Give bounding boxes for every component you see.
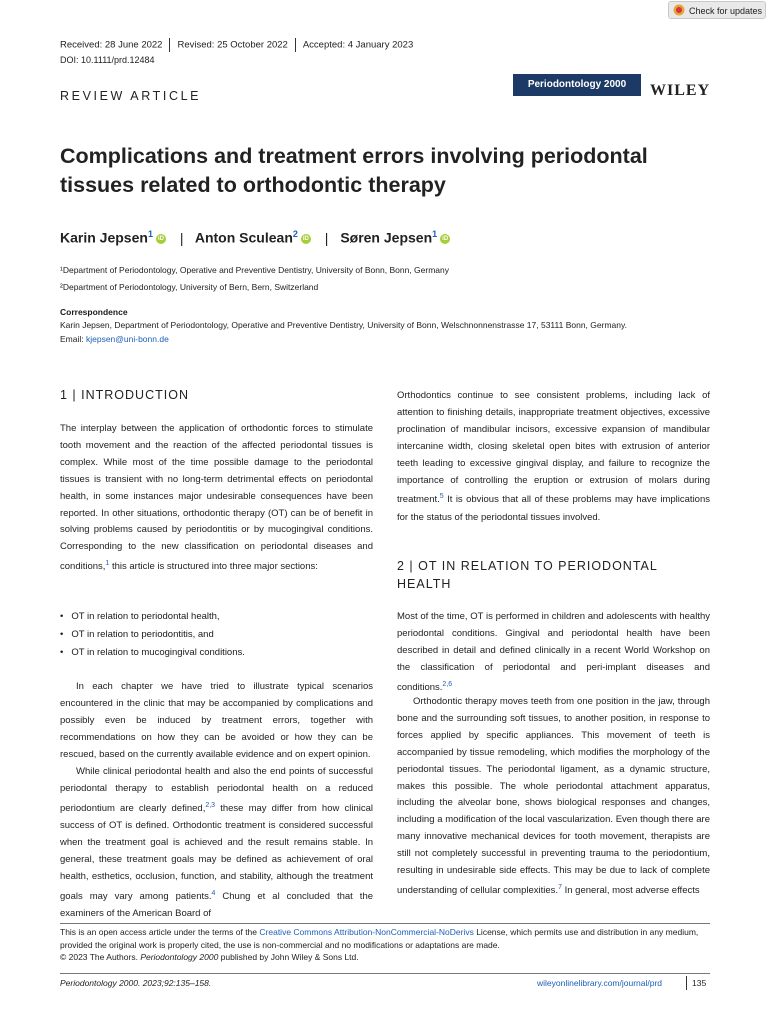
paragraph-text: Orthodontics continue to see consistent problems, including lack of attention to finishing details, inappropriate treatment objectives, excessive proclination of mandibular incisors, excessive expansion of mandibular intercanine width, closing skeletal open bites with extrusion of anterior teeth leading to excessive gingival display, and failure to recognize the importance of controlling the eruption or extrusion of molars during treatment. [397, 390, 710, 506]
reference-link[interactable]: 5 [439, 493, 444, 501]
reference-link[interactable]: 2,6 [442, 680, 453, 688]
list-item: • OT in relation to periodontitis, and [60, 626, 245, 644]
journal-badge[interactable]: Periodontology 2000 [513, 74, 641, 96]
article-title: Complications and treatment errors involving periodontal tissues related to orthodontic therapy [60, 144, 648, 197]
check-updates-label: Check for updates [689, 6, 763, 16]
footer-divider [60, 973, 710, 974]
author-list [60, 229, 452, 246]
section-heading: 2 | OT IN RELATION TO PERIODONTAL HEALTH [397, 559, 658, 591]
paragraph [60, 764, 373, 922]
publisher-logo: WILEY [650, 82, 711, 99]
divider [169, 38, 170, 52]
bullet-list [60, 608, 245, 662]
check-for-updates-button[interactable] [668, 1, 766, 19]
license-notice [60, 926, 710, 964]
footer-divider [60, 923, 710, 924]
paragraph [60, 679, 373, 764]
orcid-icon[interactable]: iD [302, 235, 309, 242]
list-item: • OT in relation to periodontal health, [60, 608, 245, 626]
orcid-icon[interactable]: iD [442, 235, 449, 242]
paragraph [397, 694, 710, 900]
copyright-text: © 2023 The Authors. [60, 952, 141, 962]
divider [295, 38, 296, 52]
reference-link[interactable]: 7 [558, 883, 562, 891]
paragraph-text: Orthodontic therapy moves teeth from one position in the jaw, through bone and the surrounding soft tissues, to another position, in response to forces applied by specific appliances. This movement of teeth is accompanied by tissue remodeling, which modifies the morphology of the periodontal tissues. The periodontal ligament, as a dynamic structure, makes this possible. The whole periodontal attachment apparatus, including the alveolar bone, shows biological responses and changes, including a modification of the local vascularization. Even though there are many innovative mechanical devices for tooth movement, therapists are still not completely successful in preventing trauma to the periodontium, resulting in undesirable side effects. This may be due to lack of complete understanding of cellular complexities. [397, 696, 710, 897]
author-sup: 2 [292, 229, 298, 239]
license-text: This is an open access article under the terms of the [60, 927, 260, 937]
accepted-date: Accepted: 4 January 2023 [302, 39, 414, 51]
reference-link[interactable]: 4 [211, 889, 216, 897]
paragraph-text: While clinical periodontal health and also the end points of successful periodontal therapy to establish periodontal health on a reduced periodontium are clearly defined, [60, 766, 373, 814]
paragraph-text: In each chapter we have tried to illustrate typical scenarios encountered in the clinic that may be accompanied by complications and possibly even be induced by treatment errors, together with recommendations on how they can be avoided or how they can be rescued, based on the currently available evidence and on expert opinion. [60, 681, 373, 760]
page-number: 135 [692, 978, 707, 988]
orcid-icon[interactable]: iD [157, 235, 164, 242]
paragraph [397, 609, 710, 697]
author-name[interactable]: Anton Sculean [194, 229, 293, 246]
license-text: License, which permits use and distribution in any medium, provided the original work is properly cited, the use is non-commercial and no modifications or adaptations are made. [60, 927, 699, 950]
author-name[interactable]: Søren Jepsen [340, 229, 433, 246]
paragraph [60, 421, 373, 576]
affiliation: ²Department of Periodontology, University of Bern, Bern, Switzerland [60, 282, 319, 292]
paragraph [397, 388, 710, 526]
author-separator: | [324, 229, 329, 246]
paragraph-text: Chung et al concluded that the examiners of the American Board of [60, 890, 374, 919]
license-link[interactable]: Creative Commons Attribution-NonCommercial-NoDerivs [259, 927, 474, 937]
citation: Periodontology 2000. 2023;92:135–158. [60, 978, 212, 988]
reference-link[interactable]: 2,3 [205, 801, 216, 809]
author-sup: 1 [147, 229, 153, 239]
reference-link[interactable]: 1 [105, 560, 110, 568]
check-updates-icon [673, 4, 685, 16]
correspondence-text: Karin Jepsen, Department of Periodontology, Operative and Preventive Dentistry, University of Bonn, Welschnonnenstrasse 17, 53111 Bonn, Germany. [60, 320, 627, 330]
author-separator: | [179, 229, 184, 246]
correspondence-heading: Correspondence [60, 307, 128, 317]
revised-date: Revised: 25 October 2022 [177, 39, 288, 51]
author-name[interactable]: Karin Jepsen [60, 229, 148, 246]
copyright-text: published by John Wiley & Sons Ltd. [218, 952, 359, 962]
email-link[interactable]: kjepsen@uni-bonn.de [85, 334, 169, 344]
email-label: Email: [60, 334, 86, 344]
paragraph-text: It is obvious that all of these problems may have implications for the status of the periodontal tissues involved. [397, 494, 710, 523]
article-dates [60, 38, 413, 52]
received-date: Received: 28 June 2022 [60, 39, 163, 51]
affiliation: ¹Department of Periodontology, Operative and Preventive Dentistry, University of Bonn, Bonn, Germany [60, 265, 449, 275]
paragraph-text: The interplay between the application of orthodontic forces to stimulate tooth movement and the reaction of the affected periodontal tissues is complex. While most of the time possible damage to the periodontal tissues is transient with no long-term detrimental effects on periodontal health, in some instances major undesirable consequences have been reported. In other situations, orthodontic therapy (OT) can be of benefit in solving problems caused by periodontitis or by mucogingival conditions. Corresponding to the new classification on periodontal diseases and conditions, [60, 423, 373, 573]
paragraph-text: these may differ from how clinical success of OT is defined. Orthodontic treatment is considered successful when the treatment goal is achieved and the result remains stable. In general, these treatment goals may be defined as achievement of oral health, esthetics, occlusion, function, and stability, although the treatment goals may vary among patients. [60, 802, 373, 902]
paragraph-text: In general, most adverse effects [561, 885, 700, 897]
section-heading: 1 | INTRODUCTION [60, 388, 189, 402]
author-sup: 1 [432, 229, 438, 239]
journal-url-link[interactable]: wileyonlinelibrary.com/journal/prd [537, 978, 663, 988]
list-item: • OT in relation to mucogingival conditions. [60, 644, 245, 662]
correspondence-email [60, 334, 169, 344]
paragraph-text: this article is structured into three major sections: [109, 561, 318, 573]
paragraph-text: Most of the time, OT is performed in children and adolescents with healthy periodontal conditions. Gingival and periodontal health have been described in detail and defined clinically in a recent World Workshop on the classification of periodontal and peri-implant diseases and conditions. [397, 611, 710, 693]
divider [686, 976, 687, 990]
copyright-journal: Periodontology 2000 [140, 952, 219, 962]
doi: DOI: 10.1111/prd.12484 [60, 55, 155, 65]
article-type: REVIEW ARTICLE [60, 89, 202, 103]
